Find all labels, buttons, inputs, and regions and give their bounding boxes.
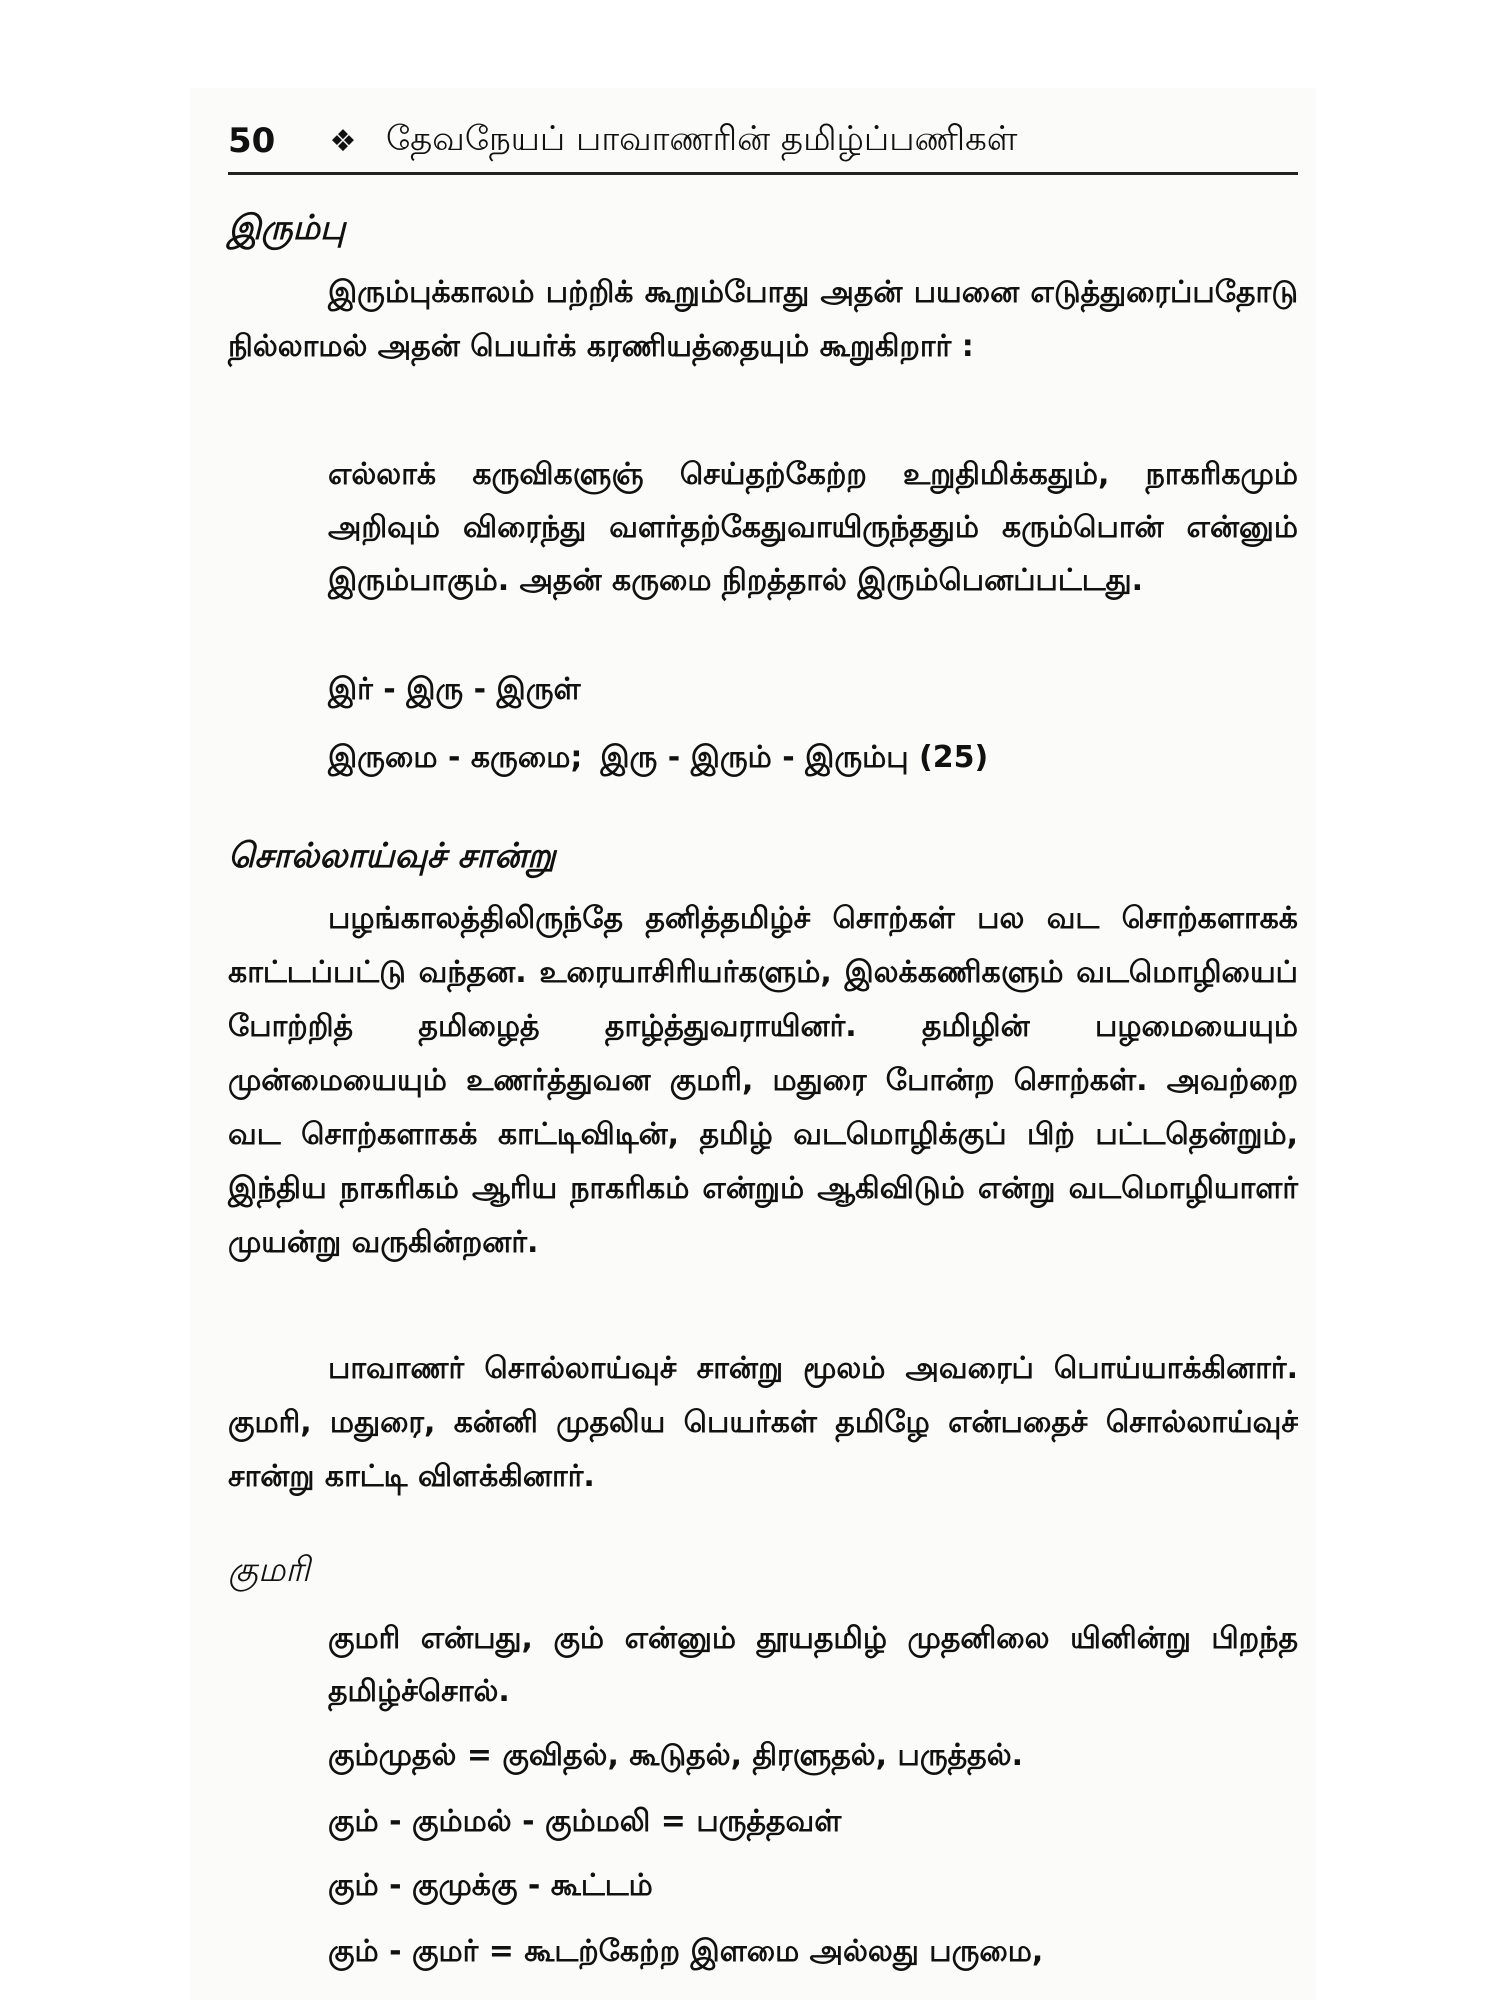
etymology-paragraph-2: பாவாணர் சொல்லாய்வுச் சான்று மூலம் அவரைப் பொய்யாக்கினார். குமரி, மதுரை, கன்னி முதலிய பெயர்கள் தமிழே என்பதைச் சொல்லாய்வுச் சான்று காட்டி விளக்கினார்.: [228, 1351, 1298, 1494]
kumari-line-2: கும் - கும்மல் - கும்மலி = பருத்தவள்: [328, 1804, 842, 1839]
iron-quote-text: எல்லாக் கருவிகளுஞ் செய்தற்கேற்ற உறுதிமிக்கதும், நாகரிகமும் அறிவும் விரைந்து வளர்தற்கேதுவாயிருந்ததும் கரும்பொன் என்னும் இரும்பாகும். அதன் கருமை நிறத்தால் இரும்பெனப்பட்டது.: [328, 457, 1298, 598]
iron-derivation-2: [328, 740, 988, 779]
kumari-quote-text: குமரி என்பது, கும் என்னும் தூயதமிழ் முதனிலை யினின்று பிறந்த தமிழ்ச்சொல்.: [328, 1621, 1298, 1709]
iron-derivation-2a: இருமை - கருமை;: [328, 740, 583, 775]
book-title: தேவநேயப் பாவாணரின் தமிழ்ப்பணிகள்: [386, 119, 1018, 159]
iron-derivation-2b: இரு - இரும் - இரும்பு (25): [600, 740, 989, 775]
ornament-icon: ❖: [329, 123, 357, 159]
kumari-line-1: கும்முதல் = குவிதல், கூடுதல், திரளுதல், பருத்தல்.: [328, 1738, 1024, 1773]
kumari-quote: [328, 1612, 1298, 1718]
heading-kumari: குமரி: [228, 1550, 310, 1590]
iron-paragraph: இரும்புக்காலம் பற்றிக் கூறும்போது அதன் பயனை எடுத்துரைப்பதோடு நில்லாமல் அதன் பெயர்க் கரணியத்தையும் கூறுகிறார் :: [228, 275, 1298, 364]
kumari-line-4: கும் - குமர் = கூடற்கேற்ற இளமை அல்லது பருமை,: [328, 1934, 1044, 1969]
iron-derivation-1: இர் - இரு - இருள்: [328, 672, 581, 707]
etymology-paragraph-1: பழங்காலத்திலிருந்தே தனித்தமிழ்ச் சொற்கள் பல வட சொற்களாகக் காட்டப்பட்டு வந்தன. உரையாசிரியர்களும், இலக்கணிகளும் வடமொழியைப் போற்றித் தமிழைத் தாழ்த்துவராயினர். தமிழின் பழமையையும் முன்மையையும் உணர்த்துவன குமரி, மதுரை போன்ற சொற்கள். அவற்றை வட சொற்களாகக் காட்டிவிடின், தமிழ் வடமொழிக்குப் பிற் பட்டதென்றும், இந்திய நாகரிகம் ஆரிய நாகரிகம் என்றும் ஆகிவிடும் என்று வடமொழியாளர் முயன்று வருகின்றனர்.: [228, 901, 1298, 1260]
iron-quote: [328, 448, 1298, 607]
heading-iron: இரும்பு: [228, 208, 346, 248]
heading-etymology: சொல்லாய்வுச் சான்று: [228, 836, 556, 876]
page-header: [228, 110, 1298, 175]
page-number: 50: [228, 121, 276, 161]
kumari-line-3: கும் - குமுக்கு - கூட்டம்: [328, 1868, 653, 1903]
